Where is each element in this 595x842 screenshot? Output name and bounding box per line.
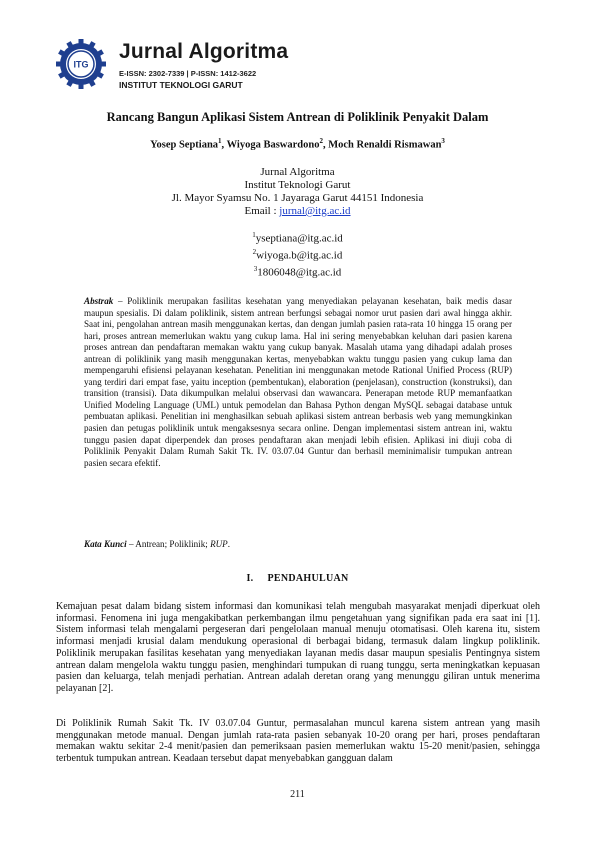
- author-email: [0, 246, 595, 263]
- page-number: 211: [290, 789, 305, 800]
- itg-logo-icon: [55, 38, 107, 90]
- journal-name: Jurnal Algoritma: [119, 40, 289, 63]
- affiliation-block: [0, 166, 595, 218]
- journal-header: [55, 38, 535, 98]
- abstract: [84, 296, 512, 469]
- affiliation-email-line: [0, 205, 595, 218]
- affiliation-address: Jl. Mayor Syamsu No. 1 Jayaraga Garut 44151 Indonesia: [171, 192, 424, 204]
- section-title: PENDAHULUAN: [267, 573, 349, 584]
- keywords-text: – Antrean; Poliklinik;: [126, 539, 211, 549]
- affiliation-institute: Institut Teknologi Garut: [244, 179, 351, 191]
- email-sup: 2: [252, 248, 257, 257]
- journal-institution: INSTITUT TEKNOLOGI GARUT: [119, 80, 243, 90]
- body-paragraph: Kemajuan pesat dalam bidang sistem informasi dan komunikasi telah mengubah masyarakat menjadi diperkuat oleh informasi. Fenomena ini juga mengakibatkan perkembangan ilmu pengetahuan yang signifikan pada era saat ini [1]. Sistem informasi telah mengalami pergeseran dari pengelolaan manual menuju otomatisasi. Oleh karena itu, sistem informasi menjadi krusial dalam mendukung operasional di berbagai bidang, termasuk dalam lingkup poliklinik. Poliklinik merupakan fasilitas kesehatan yang menyediakan layanan medis dasar maupun spesialis Pentingnya sistem antrean dalam mengelola waktu tunggu pasien, menghindari tumpukan di ruang tunggu, serta meningkatkan kepuasan pasien dan keluarga, telah menjadi perhatian. Antrean adalah deretan orang yang menunggu giliran untuk menerima pelayanan [2].: [56, 601, 540, 694]
- author-name: Moch Renaldi Rismawan: [328, 139, 442, 151]
- abstract-label: Abstrak: [84, 296, 114, 306]
- author-sup: 3: [441, 137, 445, 145]
- author-sup: 2: [319, 137, 323, 145]
- keywords-label: Kata Kunci: [84, 539, 127, 549]
- email-sup: 1: [252, 231, 256, 239]
- section-heading: [0, 573, 595, 584]
- author-name: Yosep Septiana: [150, 139, 219, 151]
- email-label: Email :: [244, 205, 280, 217]
- author-sup: 1: [218, 137, 222, 145]
- logo-text: ITG: [73, 59, 89, 70]
- author-email: [0, 263, 595, 280]
- abstract-text: – Poliklinik merupakan fasilitas kesehatan yang menyediakan pelayanan kesehatan, baik medis dasar maupun spesialis. Di dalam poliklinik, sistem antrean berfungsi sebagai nomor urut pasien dari awal hingga akhir. Saat ini, pengolahan antrean masih menggunakan kertas, dan dengan jumlah pasien rata-rata 10 hingga 15 orang per hari, proses antrean memerlukan waktu yang cukup lama. Hal ini sering menyebabkan keluhan dari pasien karena proses antrean dan pendaftaran memakan waktu yang cukup banyak. Masalah utama yang dihadapi adalah proses antrean di poliklinik yang masih menggunakan kertas, menyebabkan waktu tunggu pasien yang cukup lama dan mempengaruhi efisiensi pelayanan kesehatan. Penelitian ini menggunakan metode Rational Unified Process (RUP) yang terdiri dari empat fase, yaitu inception (pembentukan), elaboration (penjelasan), construction (konstruksi), dan transition (transisi). Data dikumpulkan melalui observasi dan wawancara. Penerapan metode RUP memanfaatkan Unified Modeling Language (UML) untuk pemodelan dan Bahasa Python dengan MySQL sebagai database untuk pembuatan aplikasi. Penelitian ini menghasilkan sebuah aplikasi sistem antrean berbasis web yang memungkinkan pasien dan petugas poliklinik untuk mengaksesnya secara online. Dengan implementasi sistem antrean ini, waktu tunggu pasien dapat diperpendek dan proses pendaftaran akan menjadi lebih efisien. Aplikasi ini diuji coba di Poliklinik Penyakit Dalam Rumah Sakit Tk. IV. 03.07.04 Guntur dan berhasil meminimalisir tumpukan antrean pasien secara efektif.: [84, 296, 512, 468]
- body-paragraph: Di Poliklinik Rumah Sakit Tk. IV 03.07.04 Guntur, permasalahan muncul karena sistem antrean yang masih menggunakan metode manual. Dengan jumlah rata-rata pasien sebanyak 10-20 orang per hari, proses pendaftaran memakan waktu sekitar 2-4 menit/pasien dan pemeriksaan pasien memerlukan waktu 15-20 menit/pasien, sehingga terbentuk tumpukan antrean. Keadaan tersebut dapat menyebabkan gangguan dalam: [56, 718, 540, 765]
- section-number: I.: [246, 573, 254, 584]
- email-sup: 3: [253, 265, 258, 274]
- affiliation-journal: Jurnal Algoritma: [260, 166, 335, 178]
- journal-issn: E-ISSN: 2302-7339 | P-ISSN: 1412-3622: [119, 69, 257, 78]
- author-separator: ,: [322, 139, 329, 151]
- keywords-italic: RUP: [210, 539, 228, 549]
- author-email: [0, 229, 595, 246]
- email-text: wiyoga.b@itg.ac.id: [256, 249, 343, 262]
- author-list: [0, 137, 595, 151]
- author-separator: ,: [221, 139, 227, 151]
- email-text: yseptiana@itg.ac.id: [255, 232, 343, 245]
- keywords: [84, 539, 512, 551]
- journal-email-link[interactable]: jurnal@itg.ac.id: [279, 205, 351, 217]
- email-text: 1806048@itg.ac.id: [257, 266, 342, 279]
- author-emails: [0, 229, 595, 280]
- paper-title: Rancang Bangun Aplikasi Sistem Antrean di Poliklinik Penyakit Dalam: [106, 110, 489, 124]
- author-name: Wiyoga Baswardono: [226, 139, 320, 151]
- keywords-end: .: [227, 539, 231, 549]
